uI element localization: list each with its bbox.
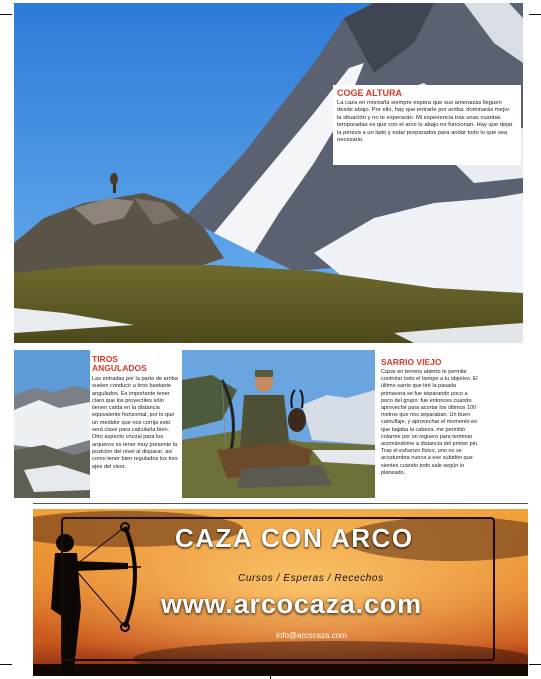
crop-mark-top-right — [529, 14, 541, 15]
sarrio-viejo-column — [381, 357, 479, 502]
crop-mark-bottom-right — [529, 664, 541, 665]
hunter-trophy-photo — [182, 350, 375, 498]
advert-subtitle: Cursos / Esperas / Recechos — [238, 573, 384, 584]
caza-con-arco-advert — [33, 509, 528, 676]
coge-altura-box — [333, 85, 521, 165]
advert-website-link[interactable]: www.arcocaza.com — [161, 589, 422, 619]
divider-rule — [33, 503, 528, 504]
coge-altura-text: La caza en montaña siempre espera que sus amenazas lleguen desde abajo. Por ello, hay que entrarle por arriba: dominarás mejor la situación y no te esperarán. Mi experiencia tras unas cuantas temporadas es que con el arco lo abajo no funcionan. Hay que dejar la pereza a un lado y estar preparados para andar todo lo que sea necesario. — [337, 100, 513, 144]
tiros-angulados-heading-line1: TIROS — [92, 354, 118, 364]
crop-mark-top-left — [0, 14, 12, 15]
tiros-angulados-text: Las entradas por la parte de arriba suelen conducir a tiros bastante angulados. Es importante tener claro que los proyectiles sólo tienen caída en la distancia equivalente horizontal, por lo que un medidor que nos corrija esto será clave para calcularla bien. Otro aspecto crucial para los arqueros es tener muy presente la posición del nivel al disparar, así como tener bien regulados los tres ejes del visor. — [92, 376, 178, 470]
tiros-angulados-column — [92, 355, 178, 500]
sarrio-viejo-text: Cazar en terreno abierto te permite controlar todo el tiempo a tu objetivo. El último sarrio que tiré la pasada primavera se fue separando poco a poco del grupo: fue entonces cuando aproveché para acortar los últimos 100 metros que nos separaban. Un buen camuflaje, y aprovechar el momento en que bajaba la cabeza, me permitió colarme por un reguero para terminar asomándome a distancia del primer pin. Tras el esfuerzo físico, uno no se acostumbra nunca a ese subidón que sientes cuando todo sale según lo planeado. — [381, 369, 479, 476]
tiros-angulados-heading-line2: ANGULADOS — [92, 363, 147, 373]
advert-email-link[interactable]: info@arcocaza.com — [276, 631, 347, 640]
mountain-chamois-photo — [14, 3, 523, 343]
sarrio-viejo-heading: SARRIO VIEJO — [381, 357, 442, 367]
snowy-ridge-photo — [14, 350, 90, 498]
advert-title: CAZA CON ARCO — [175, 523, 414, 553]
coge-altura-heading: COGE ALTURA — [337, 88, 402, 98]
crop-mark-bottom-left — [0, 664, 12, 665]
